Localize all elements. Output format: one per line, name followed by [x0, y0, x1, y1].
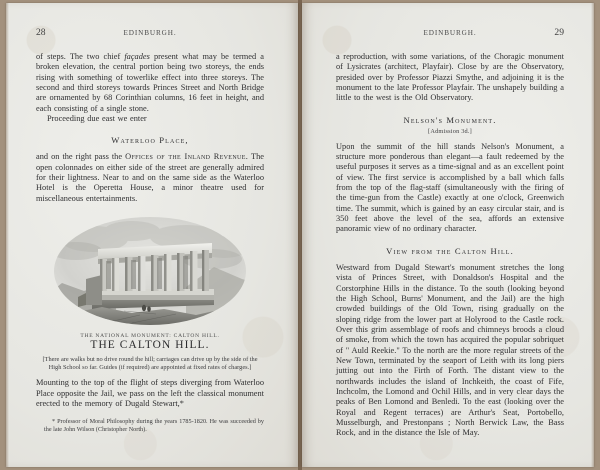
para3-post: The open colonnades on either side of the street are generally admired for their lightness. Near to and on the same side as the Waterloo Hotel is the Operetta House, a minor theatre used for miscellaneous entertainments.	[36, 152, 264, 203]
para3-smallcaps-offices: Offices of the Inland Revenue.	[125, 152, 249, 162]
para1-italic-facades: façades	[124, 52, 150, 61]
left-running-head	[36, 27, 264, 39]
para3-pre: and on the right pass the	[36, 152, 126, 162]
left-footnote: * Professor of Moral Philosophy during the years 1785-1820. He was succeeded by the late John Wilson (Christopher North).	[44, 418, 264, 434]
heading-nelsons-monument: Nelson's Monument.	[403, 114, 497, 125]
calton-hill-bracket-note: [There are walks but no drive round the hill; carriages can drive up by the side of the High School so far. Guides (if required) are appointed at fixed rates of charges.]	[42, 356, 258, 372]
heading-waterloo-place: Waterloo Place,	[111, 135, 189, 146]
left-folio-number: 28	[36, 27, 46, 38]
right-paragraph-1: a reproduction, with some variations, of the Choragic monument of Lysicrates (architect, Playfair). Close by are the Observatory, presided over by Professor Piazzi Smythe, and adjoining it is the monument to the late Professor Playfair. The unshapely building a little to the west is the Old Observatory.	[336, 52, 564, 103]
left-page-text-column	[36, 27, 264, 440]
right-page-text-column	[336, 27, 564, 439]
heading-the-calton-hill: THE CALTON HILL.	[90, 339, 210, 352]
right-folio-number: 29	[554, 27, 564, 38]
para1-post: present what may be termed a broken elevation, the central portion being two storeys, the ends rising with something of towerlike effect into three storeys. The second and third storeys towards Princes Street and North Bridge are ornamented by 68 Corinthian columns, 16 feet in height, and each consisting of a single stone.	[36, 52, 264, 113]
right-page-edge-shadow	[591, 3, 594, 467]
right-running-head	[336, 27, 564, 39]
left-running-head-title: EDINBURGH.	[123, 29, 177, 37]
engraving-artwork	[36, 213, 264, 331]
heading-view-from-calton-hill: View from the Calton Hill.	[386, 245, 514, 256]
left-paragraph-2: Proceeding due east we enter	[47, 114, 147, 124]
right-paragraph-3: Westward from Dugald Stewart's monument stretches the long vista of Princes Street, with Donaldson's Hospital and the Corstorphine Hills in the distance. To the south (looking beyond the High School, Burns' Monument, and the Jail) are the high crowded buildings of the Old Town, rising gradually on the sloping ridge from the lower part at Holyrood to the Castle rock. Over this grim assemblage of roofs and chimneys broods a cloud of smoke, from which the town has acquired the popular sobriquet of " Auld Reekie." To the north are the more regular streets of the New Town, terminated by the seaport of Leith with its long piers jutting out into the Firth of Forth. The distant view to the northwards includes the island of Inchkeith, the coast of Fife, Inchcolm, the Lomond and Ochil Hills, and in very clear days the peaks of Ben Lomond and Benledi. To the east (looking over the Royal and Regent terraces) are Arthur's Seat, Portobello, Musselburgh, and Prestonpans ; North Berwick Law, the Bass Rock, and in the distance the Isle of May.	[336, 262, 564, 438]
right-page	[302, 3, 594, 467]
engraving-vignette	[36, 213, 264, 331]
nelson-admission-note: [Admission 3d.]	[428, 127, 472, 135]
left-paragraph-1	[36, 52, 264, 114]
left-page-edge-shadow	[6, 3, 9, 467]
para1-pre: of steps. The two chief	[36, 52, 125, 61]
left-paragraph-4: Mounting to the top of the flight of steps diverging from Waterloo Place opposite the Jail, we pass on the left the classical monument erected to the memory of Dugald Stewart,*	[36, 378, 264, 408]
right-paragraph-2: Upon the summit of the hill stands Nelson's Monument, a structure more ponderous than elegant—a fault redeemed by the useful purposes it serves as a time-signal and as an excellent point of view. The first service is accomplished by a ball which falls from the top of the flag-staff (simultaneously with the firing of the time-gun from the Castle) exactly at one o'clock, Greenwich time. The summit, which is gained by an easy circular stair, and is 350 feet above the level of the sea, affords an extensive panoramic view of no ordinary character.	[336, 141, 564, 234]
left-paragraph-3	[36, 152, 264, 204]
right-running-head-title: EDINBURGH.	[423, 29, 477, 37]
left-page	[6, 3, 298, 467]
engraving-national-monument	[36, 213, 264, 340]
engraving-caption: THE NATIONAL MONUMENT: CALTON HILL.	[80, 333, 220, 340]
